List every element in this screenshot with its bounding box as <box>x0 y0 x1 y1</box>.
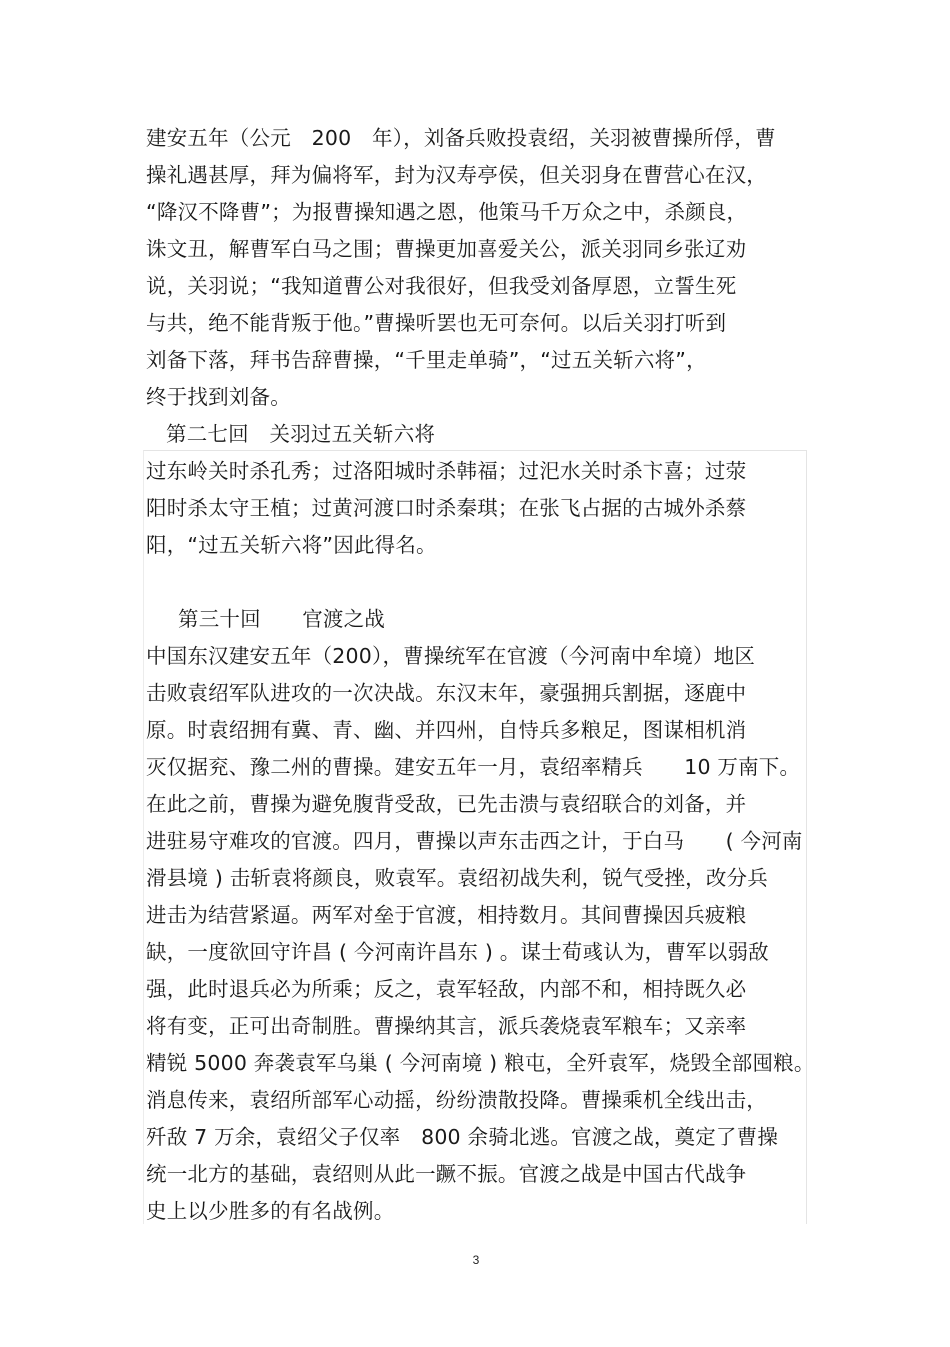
text-line: 歼敌 7 万余，袁绍父子仅率 800 余骑北逃。官渡之战，奠定了曹操 <box>146 1125 779 1149</box>
text-line: 进击为结营紧逼。两军对垒于官渡，相持数月。其间曹操因兵疲粮 <box>146 903 747 927</box>
text-line: 进驻易守难攻的官渡。四月，曹操以声东击西之计，于白马 ( 今河南 <box>146 829 803 853</box>
text-line: 消息传来，袁绍所部军心动摇，纷纷溃散投降。曹操乘机全线出击， <box>146 1088 767 1112</box>
chapter-heading-27: 第二七回 关羽过五关斩六将 <box>166 422 436 446</box>
text-line: 史上以少胜多的有名战例。 <box>146 1199 395 1223</box>
text-line: 统一北方的基础，袁绍则从此一蹶不振。官渡之战是中国古代战争 <box>146 1162 747 1186</box>
text-line: 终于找到刘备。 <box>146 385 291 409</box>
text-line: 说，关羽说；“我知道曹公对我很好，但我受刘备厚恩，立誓生死 <box>146 274 737 298</box>
text-line: 操礼遇甚厚，拜为偏将军，封为汉寿亭侯，但关羽身在曹营心在汉， <box>146 163 767 187</box>
text-line: “降汉不降曹”；为报曹操知遇之恩，他策马千万众之中，杀颜良， <box>146 200 748 224</box>
text-line: 与共，绝不能背叛于他。”曹操听罢也无可奈何。以后关羽打听到 <box>146 311 727 335</box>
text-line: 刘备下落，拜书告辞曹操，“千里走单骑”，“过五关斩六将”， <box>146 348 707 372</box>
text-line: 中国东汉建安五年（200），曹操统军在官渡（今河南中牟境）地区 <box>146 644 756 668</box>
text-line: 滑县境 ) 击斩袁将颜良，败袁军。袁绍初战失利，锐气受挫，改分兵 <box>146 866 768 890</box>
chapter-heading-30: 第三十回 官渡之战 <box>178 607 385 631</box>
text-line: 缺，一度欲回守许昌 ( 今河南许昌东 ) 。谋士荀彧认为，曹军以弱敌 <box>146 940 769 964</box>
text-line: 建安五年（公元 200 年），刘备兵败投袁绍，关羽被曹操所俘，曹 <box>146 126 776 150</box>
text-line: 精锐 5000 奔袭袁军乌巢 ( 今河南境 ) 粮屯，全歼袁军，烧毁全部囤粮。 <box>146 1051 815 1075</box>
page-number: 3 <box>472 1253 480 1267</box>
text-line: 在此之前，曹操为避免腹背受敌，已先击溃与袁绍联合的刘备，并 <box>146 792 747 816</box>
text-line: 原。时袁绍拥有冀、青、幽、并四州，自恃兵多粮足，图谋相机消 <box>146 718 747 742</box>
text-line: 过东岭关时杀孔秀；过洛阳城时杀韩福；过汜水关时杀卞喜；过荥 <box>146 459 747 483</box>
text-line: 灭仅据兖、豫二州的曹操。建安五年一月，袁绍率精兵 10 万南下。 <box>146 755 801 779</box>
text-line: 诛文丑，解曹军白马之围；曹操更加喜爱关公，派关羽同乡张辽劝 <box>146 237 747 261</box>
text-line: 将有变，正可出奇制胜。曹操纳其言，派兵袭烧袁军粮车；又亲率 <box>146 1014 747 1038</box>
text-line: 阳，“过五关斩六将”因此得名。 <box>146 533 437 557</box>
text-line: 阳时杀太守王植；过黄河渡口时杀秦琪；在张飞占据的古城外杀蔡 <box>146 496 747 520</box>
text-line: 击败袁绍军队进攻的一次决战。东汉末年，豪强拥兵割据，逐鹿中 <box>146 681 747 705</box>
text-line: 强，此时退兵必为所乘；反之，袁军轻敌，内部不和，相持既久必 <box>146 977 747 1001</box>
